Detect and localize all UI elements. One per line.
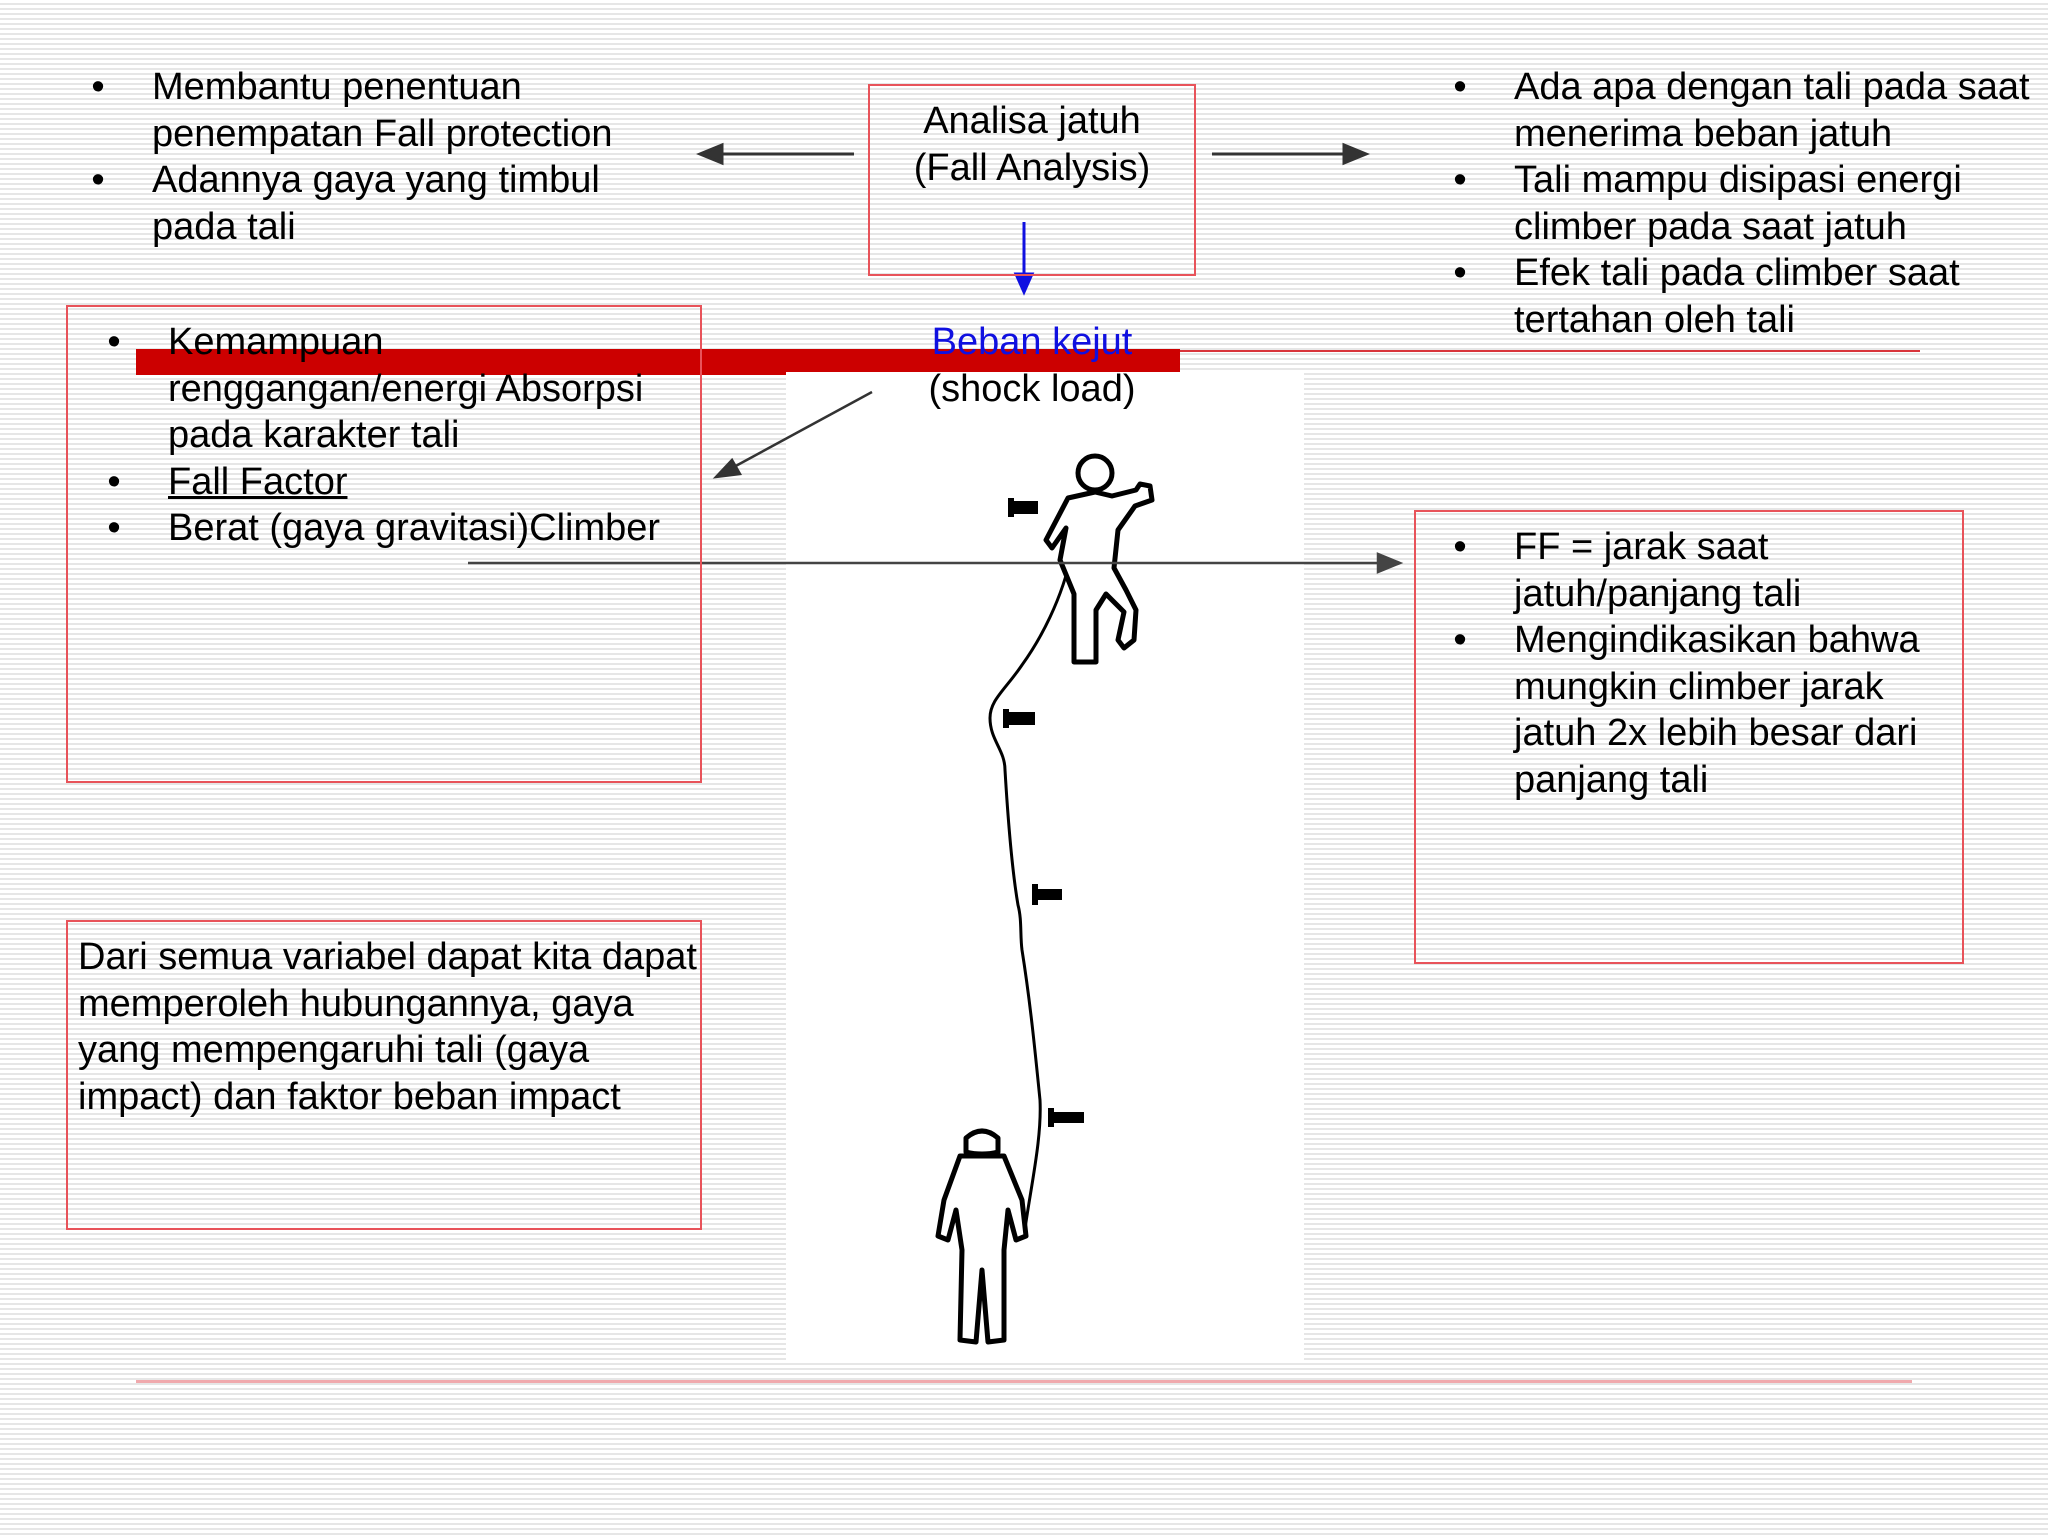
title-line-2: (Fall Analysis): [913, 146, 1151, 189]
list-item-text: Membantu penentuan penempatan Fall protection: [152, 66, 613, 155]
list-item: [1448, 617, 1958, 803]
shock-load-line-1: Beban kejut: [931, 321, 1133, 363]
list-item: [1448, 157, 2038, 250]
arrow-left: [700, 145, 854, 163]
list-item-text: Tali mampu disipasi energi climber pada saat jatuh: [1514, 159, 1962, 248]
bullet: •: [1453, 66, 1467, 108]
list-item: [86, 64, 686, 157]
top-left-list: [86, 64, 686, 250]
bullet: •: [1453, 526, 1467, 568]
bullet: •: [91, 66, 105, 108]
list-item: [1448, 250, 2038, 343]
list-item: [102, 459, 702, 506]
fall-analysis-title: [868, 98, 1196, 191]
list-item-text: Adannya gaya yang timbul pada tali: [152, 159, 600, 248]
top-right-list: [1448, 64, 2038, 343]
list-item: [1448, 524, 1958, 617]
bullet: •: [91, 159, 105, 201]
list-item-text: FF = jarak saat jatuh/panjang tali: [1514, 526, 1802, 615]
bullet: •: [107, 460, 121, 503]
list-item: [102, 319, 702, 459]
arrow-diagonal: [716, 392, 872, 477]
title-line-1: Analisa jatuh: [923, 100, 1141, 142]
list-item: [102, 505, 702, 552]
fall-factor-link[interactable]: Fall Factor: [168, 460, 348, 503]
list-item: [1448, 64, 2038, 157]
shock-load-label: [872, 319, 1192, 412]
list-item-text: Efek tali pada climber saat tertahan oleh tali: [1514, 252, 1960, 341]
bullet: •: [107, 321, 121, 363]
conclusion-text: Dari semua variabel dapat kita dapat memperoleh hubungannya, gaya yang mempengaruhi tali (gaya impact) dan faktor beban impact: [78, 936, 697, 1118]
arrow-right: [1212, 145, 1366, 163]
list-item-text: Kemampuan renggangan/energi Absorpsi pada karakter tali: [168, 321, 644, 456]
bullet: •: [1453, 619, 1467, 661]
bullet: •: [1453, 252, 1467, 294]
fall-factor-definition-list: [1448, 524, 1958, 803]
list-item-text: Mengindikasikan bahwa mungkin climber jarak jatuh 2x lebih besar dari panjang tali: [1514, 619, 1920, 801]
list-item: [86, 157, 686, 250]
list-item-text: Ada apa dengan tali pada saat menerima beban jatuh: [1514, 66, 2030, 155]
shock-load-line-2: (shock load): [928, 367, 1136, 410]
list-item-text: Berat (gaya gravitasi)Climber: [168, 507, 661, 549]
bullet: •: [107, 507, 121, 549]
bullet: •: [1453, 159, 1467, 201]
rope-factors-list: [102, 319, 702, 552]
